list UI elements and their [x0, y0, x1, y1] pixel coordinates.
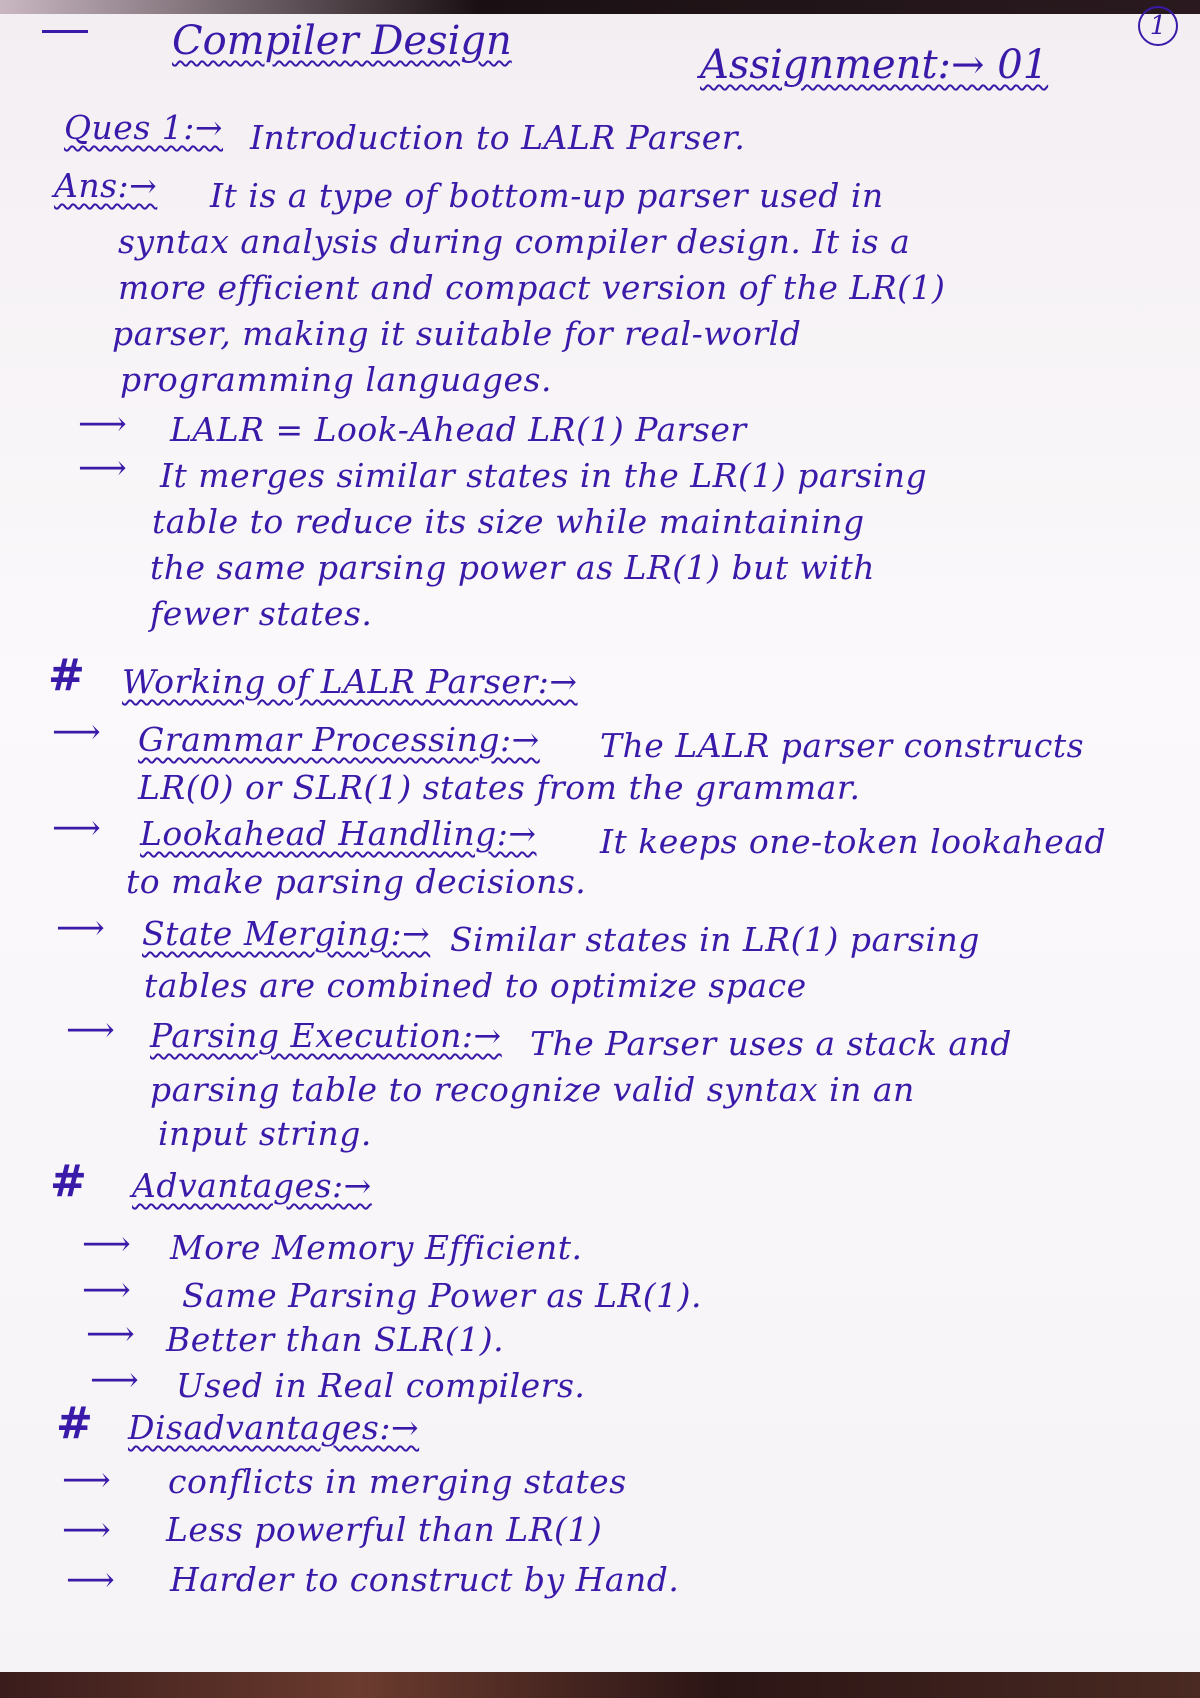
working-text: Similar states in LR(1) parsing [450, 920, 980, 959]
arrow-icon: ⟶ [66, 1560, 115, 1600]
assignment-label: Assignment:→ 01 [700, 42, 1049, 88]
advantage-item: More Memory Efficient. [170, 1228, 583, 1267]
answer-line: more efficient and compact version of the LR(1) [118, 268, 946, 307]
working-heading: Working of LALR Parser:→ [122, 662, 578, 701]
arrow-icon: ⟶ [82, 1224, 131, 1264]
bullet-line: LALR = Look-Ahead LR(1) Parser [170, 410, 747, 449]
arrow-icon: ⟶ [90, 1360, 139, 1400]
working-term: Grammar Processing:→ [138, 720, 540, 759]
answer-line: syntax analysis during compiler design. It is a [118, 222, 911, 261]
page-bottom-edge [0, 1672, 1200, 1698]
working-text: parsing table to recognize valid syntax in an [150, 1070, 915, 1109]
working-text: The LALR parser constructs [600, 726, 1085, 765]
bullet-line: table to reduce its size while maintaining [152, 502, 865, 541]
working-term: Lookahead Handling:→ [140, 814, 537, 853]
hash-icon: # [56, 1398, 93, 1449]
arrow-icon: ⟶ [62, 1460, 111, 1500]
working-text: tables are combined to optimize space [144, 966, 807, 1005]
arrow-icon: ⟶ [86, 1314, 135, 1354]
working-term: State Merging:→ [142, 914, 431, 953]
arrow-icon: ⟶ [66, 1010, 115, 1050]
advantages-heading: Advantages:→ [132, 1166, 372, 1205]
margin-dash [42, 30, 88, 33]
page-top-edge [0, 0, 1200, 14]
working-text: It keeps one-token lookahead [600, 822, 1107, 861]
advantage-item: Used in Real compilers. [176, 1366, 586, 1405]
arrow-icon: ⟶ [78, 404, 127, 444]
arrow-icon: ⟶ [56, 908, 105, 948]
working-text: to make parsing decisions. [126, 862, 587, 901]
hash-icon: # [50, 1156, 87, 1207]
arrow-icon: ⟶ [62, 1510, 111, 1550]
answer-line: It is a type of bottom-up parser used in [210, 176, 884, 215]
page-title: Compiler Design [172, 18, 512, 64]
working-text: input string. [158, 1114, 372, 1153]
bullet-line: fewer states. [150, 594, 373, 633]
disadvantage-item: Less powerful than LR(1) [166, 1510, 603, 1549]
answer-label: Ans:→ [54, 166, 158, 205]
arrow-icon: ⟶ [52, 808, 101, 848]
answer-line: programming languages. [120, 360, 552, 399]
advantage-item: Better than SLR(1). [166, 1320, 505, 1359]
disadvantages-heading: Disadvantages:→ [128, 1408, 420, 1447]
answer-line: parser, making it suitable for real-world [112, 314, 802, 353]
disadvantage-item: Harder to construct by Hand. [170, 1560, 680, 1599]
working-term: Parsing Execution:→ [150, 1016, 502, 1055]
arrow-icon: ⟶ [82, 1270, 131, 1310]
bullet-line: the same parsing power as LR(1) but with [150, 548, 875, 587]
question-label: Ques 1:→ [64, 108, 224, 147]
question-text: Introduction to LALR Parser. [250, 118, 746, 157]
bullet-line: It merges similar states in the LR(1) parsing [160, 456, 928, 495]
page-number-badge [1138, 6, 1178, 46]
arrow-icon: ⟶ [78, 448, 127, 488]
working-text: The Parser uses a stack and [530, 1024, 1012, 1063]
working-text: LR(0) or SLR(1) states from the grammar. [138, 768, 861, 807]
arrow-icon: ⟶ [52, 712, 101, 752]
advantage-item: Same Parsing Power as LR(1). [182, 1276, 702, 1315]
hash-icon: # [48, 650, 85, 701]
disadvantage-item: conflicts in merging states [168, 1462, 627, 1501]
page-number: 1 [1149, 11, 1167, 41]
